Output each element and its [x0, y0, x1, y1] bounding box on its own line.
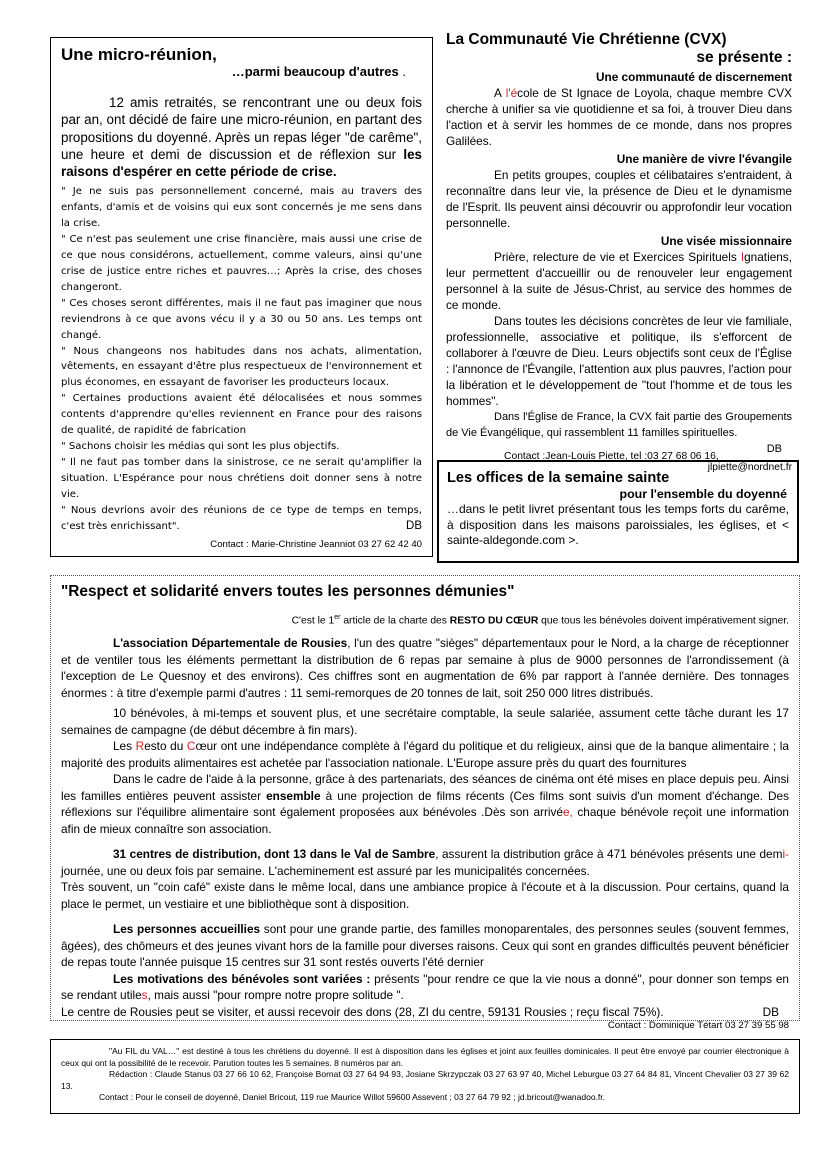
resto-paragraph: L'association Départementale de Rousies, l'un des quatre "sièges" départementaux pour le Nord, a la charge de réceptionner et de ventiler tous les éléments permettant la distribution de 6 repas par semaine à plus de 9000 personnes de l'arrondissement (à l'exception de Le Quesnoy et des environs). Ces chiffres sont en augmentation de 6% par rapport à l'année dernière. Des tonnages énormes : à titre d'exemple parmi d'autres : 11 semi-remorques de 20 tonnes de lait, soit 250 000 litres distribués.	[61, 636, 789, 700]
quote: " Ces choses seront différentes, mais il ne faut pas imaginer que nous reviendrons à ce que avons vécu il y a 30 ou 50 ans. Les temps ont changé.	[61, 297, 422, 341]
offices-subtitle: pour l'ensemble du doyenné	[619, 487, 787, 501]
footer-box	[50, 1039, 800, 1114]
cvx-heading-missionnaire: Une visée missionnaire	[660, 234, 792, 248]
micro-reunion-quotes	[61, 184, 422, 534]
cvx-paragraph: Dans l'Église de France, la CVX fait partie des Groupements de Vie Évangélique, qui rassemblent 11 familles spirituelles. DB	[446, 411, 792, 455]
footer-redaction: Rédaction : Claude Stanus 03 27 66 10 62, Françoise Bornat 03 27 64 94 93, Josiane Skrzypczak 03 27 63 97 40, Michel Leburgue 03 27 64 84 81, Vincent Chevalier 03 27 39 62 13.	[61, 1069, 789, 1091]
quote: " Il ne faut pas tomber dans la sinistrose, ce ne serait qu'amplifier la situation. L'Espérance pour nous chrétiens doit donner sens à notre vie.	[61, 456, 422, 500]
quote: " Je ne suis pas personnellement concerné, mais au travers des enfants, d'amis et de voisins qui eux sont concernés je me sens dans la crise.	[61, 186, 422, 230]
micro-reunion-title: Une micro-réunion,	[61, 45, 217, 64]
resto-paragraph: 31 centres de distribution, dont 13 dans le Val de Sambre, assurent la distribution grâce à 471 bénévoles présents une demi-journée, une ou deux fois par semaine. L'acheminement est assuré par les municipalités concernées.	[61, 847, 789, 878]
resto-paragraph: Les Resto du Cœur ont une indépendance complète à l'égard du politique et du religieux, ainsi que de la banque alimentaire ; la majorité des produits alimentaires est achetée par l'association nationale. L'Europe assure près du quart des fournitures	[61, 739, 789, 770]
micro-reunion-box	[50, 37, 433, 557]
cvx-section	[446, 30, 792, 473]
micro-reunion-intro: 12 amis retraités, se rencontrant une ou deux fois par an, ont décidé de faire une micro-réunion, en partant des propositions du doyenné. Après un repas léger "de carême", une heure et demi de discussion et de réflexion sur les raisons d'espérer en cette période de crise.	[61, 95, 422, 180]
signature: DB	[406, 519, 422, 532]
cvx-paragraph: Dans toutes les décisions concrètes de leur vie familiale, professionnelle, associative et politique, ils s'efforcent de collaborer à l'œuvre de Dieu. Leurs objectifs sont ceux de l'Église : l'annonce de l'Évangile, l'attention aux plus pauvres, l'action pour la libération et le développement de "tout l'homme et de tous les hommes".	[446, 314, 792, 408]
resto-box	[50, 575, 800, 1032]
resto-title: "Respect et solidarité envers toutes les personnes démunies"	[61, 583, 515, 600]
resto-paragraph: 10 bénévoles, à mi-temps et souvent plus, et une secrétaire comptable, la seule salariée, assument cette tâche durant les 17 semaines de campagne (de début décembre à fin mars).	[61, 706, 789, 737]
quote: " Nous devrions avoir des réunions de ce type de temps en temps, c'est très enrichissant". DB	[61, 503, 422, 535]
resto-paragraph: Dans le cadre de l'aide à la personne, grâce à des partenariats, des séances de cinéma ont été mises en place depuis peu. Ainsi les familles entières peuvent assister ensemble à une projection de films récents (Ces films sont suivis d'un moment d'échange. Des réflexions sur l'équilibre alimentaire sont également proposées aux bénévoles .Dès son arrivée, chaque bénévole reçoit une information afin de mieux connaître son association.	[61, 772, 789, 836]
offices-box	[437, 460, 799, 563]
quote: " Sachons choisir les médias qui sont les plus objectifs.	[61, 440, 340, 452]
cvx-paragraph: A l'école de St Ignace de Loyola, chaque membre CVX cherche à unifier sa vie quotidienne et sa foi, à trouver Dieu dans l'action et à servir les hommes de ce monde, dans nos propres Galilées.	[446, 86, 792, 148]
quote: " Ce n'est pas seulement une crise financière, mais aussi une crise de ce que nous considérons, actuellement, comme valeurs, ainsi qu'une crise de justice entre riches et pauvres…; Après la crise, des choses changeront.	[61, 234, 422, 293]
resto-paragraph: Les motivations des bénévoles sont variées : présents "pour rendre ce que la vie nous a donné", pour donner son temps en se rendant utiles, mais aussi "pour rompre notre propre solitude ".	[61, 971, 789, 1003]
micro-reunion-contact: Contact : Marie-Christine Jeanniot 03 27 62 42 40	[210, 539, 422, 551]
cvx-subtitle: se présente :	[696, 49, 792, 66]
cvx-heading-evangile: Une manière de vivre l'évangile	[616, 152, 792, 166]
quote: " Certaines productions avaient été délocalisées et nous sommes contents d'apprendre qu'elles reviennent en France pour des raisons de qualité, de rapidité de fabrication	[61, 393, 422, 437]
resto-paragraph: Le centre de Rousies peut se visiter, et aussi recevoir des dons (28, ZI du centre, 59131 Rousies ; reçu fiscal 75%). DB	[61, 1004, 789, 1021]
micro-reunion-subtitle: …parmi beaucoup d'autres .	[231, 64, 406, 79]
signature: DB	[766, 443, 782, 455]
cvx-title: La Communauté Vie Chrétienne (CVX)	[446, 31, 727, 48]
cvx-contact: Contact :Jean-Louis Piette, tel :03 27 68 06 16, jlpiette@nordnet.fr	[504, 451, 792, 473]
cvx-paragraph: Prière, relecture de vie et Exercices Spirituels Ignatiens, leur permettent d'accueillir ou de renouveler leur engagement personnel à la suite de Jésus-Christ, au service des hommes de ce monde.	[446, 250, 792, 312]
cvx-paragraph: En petits groupes, couples et célibataires s'entraident, à reconnaître dans leur vie, la présence de Dieu et le dynamisme de l'Esprit. Ils peuvent ainsi découvrir ou approfondir leur vocation personnelle.	[446, 168, 792, 230]
cvx-heading-discernement: Une communauté de discernement	[595, 70, 792, 84]
resto-paragraph: Très souvent, un "coin café" existe dans le même local, dans une ambiance propice à l'écoute et à la discussion. Pour certains, quand la place le permet, un vestiaire et une bibliothèque sont à disposition.	[61, 880, 789, 911]
resto-contact: Contact : Dominique Tétart 03 27 39 55 98	[607, 1020, 789, 1032]
resto-charte-line: C'est le 1er article de la charte des RESTO DU CŒUR que tous les bénévoles doivent impérativement signer.	[291, 614, 789, 627]
footer-intro: "Au FIL du VAL…" est destiné à tous les chrétiens du doyenné. Il est à disposition dans les églises et joint aux feuilles dominicales. Il peut être envoyé par courrier électronique à ceux qui ont la possibilité de le recevoir. Parution toutes les 5 semaines. 8 numéros par an.	[61, 1046, 789, 1068]
footer-contact: Contact : Pour le conseil de doyenné, Daniel Bricout, 119 rue Maurice Willot 59600 Assevent ; 03 27 64 79 92 ; jd.bricout@wanadoo.fr.	[99, 1092, 606, 1103]
offices-title: Les offices de la semaine sainte	[447, 470, 670, 486]
signature: DB	[762, 1004, 779, 1019]
resto-paragraph: Les personnes accueillies sont pour une grande partie, des familles monoparentales, des personnes seules (souvent femmes, âgées), des chômeurs et des jeunes vivant hors de la famille pour diverses raisons. Ceux qui sont en grandes difficultés peuvent bénéficier de repas toute l'année puisque 15 centres sur 31 sont restés ouverts l'été dernier	[61, 922, 789, 970]
quote: " Nous changeons nos habitudes dans nos achats, alimentation, vêtements, en essayant d'être plus respectueux de l'environnement et plus économes, en essayant de favoriser les producteurs locaux.	[61, 345, 422, 389]
offices-text: …dans le petit livret présentant tous les temps forts du carême, à disposition dans les maisons paroissiales, les églises, et < sainte-aldegonde.com >.	[447, 502, 789, 547]
